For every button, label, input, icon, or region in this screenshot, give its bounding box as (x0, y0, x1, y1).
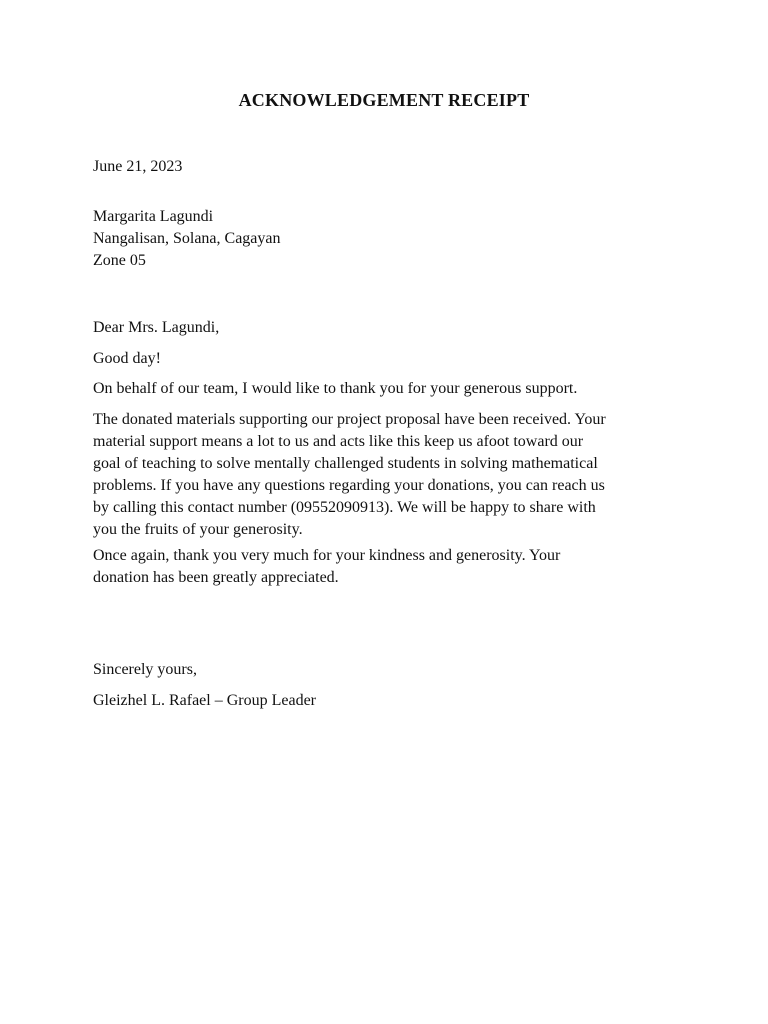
paragraph-2-line: by calling this contact number (09552090913). We will be happy to share with (93, 499, 596, 516)
document-title: ACKNOWLEDGEMENT RECEIPT (238, 90, 530, 110)
paragraph-2-line: material support means a lot to us and acts like this keep us afoot toward our (93, 433, 584, 450)
recipient-address-line2: Zone 05 (93, 252, 146, 269)
signature-text: Gleizhel L. Rafael – Group Leader (93, 692, 317, 709)
paragraph-3-line: Once again, thank you very much for your kindness and generosity. Your (93, 547, 561, 564)
paragraph-1-text: On behalf of our team, I would like to thank you for your generous support. (93, 380, 578, 397)
paragraph-2-line: problems. If you have any questions regarding your donations, you can reach us (93, 477, 605, 494)
paragraph-2-line: goal of teaching to solve mentally challenged students in solving mathematical (93, 455, 598, 472)
signature (93, 690, 693, 712)
letter-date (93, 156, 693, 178)
closing (93, 659, 693, 681)
salutation-text: Dear Mrs. Lagundi, (93, 319, 220, 336)
salutation (93, 317, 693, 339)
paragraph-2-line: you the fruits of your generosity. (93, 521, 303, 538)
paragraph-2 (93, 409, 693, 541)
paragraph-1 (93, 378, 693, 400)
greeting-text: Good day! (93, 350, 161, 367)
recipient-name: Margarita Lagundi (93, 208, 214, 225)
greeting (93, 348, 693, 370)
recipient-address (93, 206, 693, 272)
closing-text: Sincerely yours, (93, 661, 197, 678)
date-text: June 21, 2023 (93, 158, 183, 175)
paragraph-3 (93, 545, 693, 589)
paragraph-3-line: donation has been greatly appreciated. (93, 569, 339, 586)
paragraph-2-line: The donated materials supporting our project proposal have been received. Your (93, 411, 606, 428)
recipient-address-line1: Nangalisan, Solana, Cagayan (93, 230, 281, 247)
